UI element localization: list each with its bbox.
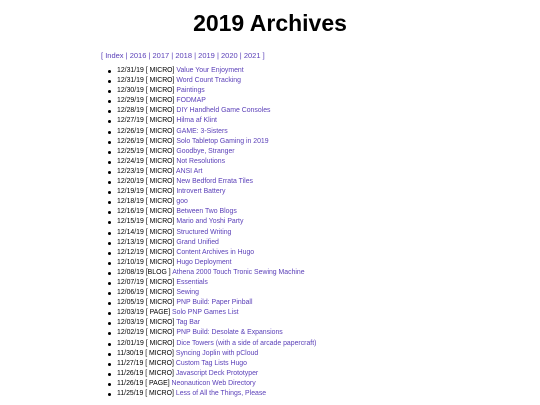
post-link[interactable]: Custom Tag Lists Hugo xyxy=(175,359,247,367)
bullet-icon xyxy=(108,131,111,134)
post-link[interactable]: goo xyxy=(176,198,188,206)
post-link[interactable]: New Bedford Errata Tiles xyxy=(176,178,253,186)
post-date-type: 12/30/19 [ MICRO] xyxy=(117,87,175,95)
list-item xyxy=(108,217,316,227)
bullet-icon xyxy=(108,353,111,356)
post-link[interactable]: Structured Writing xyxy=(176,228,232,236)
list-item xyxy=(108,389,316,399)
nav-separator: | xyxy=(148,51,151,60)
bullet-icon xyxy=(108,312,111,315)
list-item xyxy=(108,369,316,379)
post-date-type: 12/25/19 [ MICRO] xyxy=(117,147,175,155)
post-date-type: 12/02/19 [ MICRO] xyxy=(117,329,175,337)
bullet-icon xyxy=(108,272,111,275)
post-link[interactable]: Hugo Deployment xyxy=(176,258,232,266)
post-link[interactable]: Content Archives in Hugo xyxy=(176,248,255,256)
post-link[interactable]: Tag Bar xyxy=(176,319,200,327)
post-link[interactable]: Hilma af Klint xyxy=(176,117,217,125)
list-item xyxy=(108,248,316,258)
post-link[interactable]: PNP Build: Desolate & Expansions xyxy=(176,329,283,337)
bullet-icon xyxy=(108,292,111,295)
bullet-icon xyxy=(108,383,111,386)
post-link[interactable]: Introvert Battery xyxy=(176,188,226,196)
post-link[interactable]: Less of All the Things, Please xyxy=(175,390,267,397)
year-link-2021[interactable]: 2021 xyxy=(243,51,261,60)
post-date-type: 12/07/19 [ MICRO] xyxy=(117,278,175,286)
nav-close-bracket: ] xyxy=(262,51,265,60)
year-link-2017[interactable]: 2017 xyxy=(152,51,170,60)
post-date-type: 12/15/19 [ MICRO] xyxy=(117,218,175,226)
year-link-index[interactable]: Index xyxy=(105,51,124,60)
bullet-icon xyxy=(108,110,111,113)
post-date-type: 12/26/19 [ MICRO] xyxy=(117,137,175,145)
list-item xyxy=(108,207,316,217)
bullet-icon xyxy=(108,302,111,305)
post-date-type: 11/26/19 [ PAGE] xyxy=(117,379,170,387)
bullet-icon xyxy=(108,181,111,184)
post-date-type: 12/01/19 [ MICRO] xyxy=(117,339,175,347)
post-date-type: 12/06/19 [ MICRO] xyxy=(117,289,175,297)
list-item xyxy=(108,147,316,157)
year-navigation xyxy=(101,51,265,60)
bullet-icon xyxy=(108,343,111,346)
post-date-type: 12/03/19 [ MICRO] xyxy=(117,319,175,327)
bullet-icon xyxy=(108,322,111,325)
post-link[interactable]: Not Resolutions xyxy=(176,157,226,165)
post-link[interactable]: Athena 2000 Touch Tronic Sewing Machine xyxy=(172,268,305,276)
bullet-icon xyxy=(108,141,111,144)
list-item xyxy=(108,137,316,147)
post-link[interactable]: Sewing xyxy=(176,289,199,297)
list-item xyxy=(108,379,316,389)
post-link[interactable]: Dice Towers (with a side of arcade papercraft) xyxy=(176,339,317,347)
post-date-type: 11/30/19 [ MICRO] xyxy=(117,349,174,357)
list-item xyxy=(108,116,316,126)
list-item xyxy=(108,96,316,106)
post-date-type: 12/24/19 [ MICRO] xyxy=(117,157,175,165)
post-date-type: 12/28/19 [ MICRO] xyxy=(117,107,175,115)
post-date-type: 12/31/19 [ MICRO] xyxy=(117,77,175,85)
bullet-icon xyxy=(108,332,111,335)
bullet-icon xyxy=(108,262,111,265)
list-item xyxy=(108,328,316,338)
nav-separator: | xyxy=(171,51,174,60)
post-date-type: 12/05/19 [ MICRO] xyxy=(117,299,175,307)
list-item xyxy=(108,197,316,207)
bullet-icon xyxy=(108,151,111,154)
year-link-2016[interactable]: 2016 xyxy=(129,51,147,60)
list-item xyxy=(108,106,316,116)
post-date-type: 12/14/19 [ MICRO] xyxy=(117,228,175,236)
post-link[interactable]: DIY Handheld Game Consoles xyxy=(176,107,271,115)
list-item xyxy=(108,359,316,369)
post-date-type: 11/26/19 [ MICRO] xyxy=(117,369,174,377)
post-date-type: 12/19/19 [ MICRO] xyxy=(117,188,175,196)
post-date-type: 12/29/19 [ MICRO] xyxy=(117,97,175,105)
post-link[interactable]: Value Your Enjoyment xyxy=(176,67,244,74)
post-link[interactable]: Neonauticon Web Directory xyxy=(171,379,256,387)
list-item xyxy=(108,157,316,167)
list-item xyxy=(108,318,316,328)
year-link-2019[interactable]: 2019 xyxy=(198,51,215,60)
post-link[interactable]: Syncing Joplin with pCloud xyxy=(175,349,259,357)
list-item xyxy=(108,298,316,308)
bullet-icon xyxy=(108,201,111,204)
year-link-2020[interactable]: 2020 xyxy=(221,51,238,60)
post-link[interactable]: Mario and Yoshi Party xyxy=(176,218,244,226)
post-date-type: 12/13/19 [ MICRO] xyxy=(117,238,175,246)
list-item xyxy=(108,86,316,96)
post-date-type: 12/23/19 [ MICRO] xyxy=(117,167,175,175)
bullet-icon xyxy=(108,221,111,224)
list-item xyxy=(108,187,316,197)
bullet-icon xyxy=(108,211,111,214)
bullet-icon xyxy=(108,100,111,103)
post-date-type: 12/20/19 [ MICRO] xyxy=(117,178,175,186)
post-list xyxy=(108,66,316,399)
nav-separator: | xyxy=(194,51,197,60)
list-item xyxy=(108,238,316,248)
post-link[interactable]: Between Two Blogs xyxy=(176,208,237,216)
bullet-icon xyxy=(108,373,111,376)
nav-open-bracket: [ xyxy=(101,51,104,60)
post-link[interactable]: FODMAP xyxy=(176,97,206,105)
list-item xyxy=(108,66,316,76)
post-date-type: 12/26/19 [ MICRO] xyxy=(117,127,175,135)
post-link[interactable]: GAME: 3-Sisters xyxy=(176,127,228,135)
post-link[interactable]: PNP Build: Paper Pinball xyxy=(176,299,253,307)
list-item xyxy=(108,228,316,238)
bullet-icon xyxy=(108,70,111,73)
bullet-icon xyxy=(108,282,111,285)
post-link[interactable]: Javascript Deck Prototyper xyxy=(175,369,259,377)
list-item xyxy=(108,127,316,137)
list-item xyxy=(108,349,316,359)
list-item xyxy=(108,177,316,187)
nav-separator: | xyxy=(216,51,219,60)
post-date-type: 12/27/19 [ MICRO] xyxy=(117,117,175,125)
nav-separator: | xyxy=(125,51,128,60)
post-link[interactable]: Solo Tabletop Gaming in 2019 xyxy=(176,137,269,145)
list-item xyxy=(108,339,316,349)
post-link[interactable]: Goodbye, Stranger xyxy=(176,147,235,155)
list-item xyxy=(108,258,316,268)
post-link[interactable]: Grand Unified xyxy=(176,238,219,246)
post-date-type: 12/10/19 [ MICRO] xyxy=(117,258,175,266)
post-date-type: 11/25/19 [ MICRO] xyxy=(117,390,174,397)
bullet-icon xyxy=(108,80,111,83)
bullet-icon xyxy=(108,232,111,235)
post-link[interactable]: Word Count Tracking xyxy=(176,77,241,85)
post-link[interactable]: Paintings xyxy=(176,87,205,95)
list-item xyxy=(108,278,316,288)
post-date-type: 12/03/19 [ PAGE] xyxy=(117,309,171,317)
post-date-type: 12/16/19 [ MICRO] xyxy=(117,208,175,216)
post-link[interactable]: Essentials xyxy=(176,278,208,286)
nav-separator: | xyxy=(239,51,242,60)
bullet-icon xyxy=(108,191,111,194)
page-title: 2019 Archives xyxy=(193,10,347,36)
bullet-icon xyxy=(108,120,111,123)
list-item xyxy=(108,167,316,177)
post-link[interactable]: Solo PNP Games List xyxy=(172,309,239,317)
bullet-icon xyxy=(108,252,111,255)
list-item xyxy=(108,268,316,278)
bullet-icon xyxy=(108,171,111,174)
post-date-type: 12/18/19 [ MICRO] xyxy=(117,198,175,206)
bullet-icon xyxy=(108,161,111,164)
year-link-2018[interactable]: 2018 xyxy=(175,51,193,60)
post-date-type: 11/27/19 [ MICRO] xyxy=(117,359,174,367)
post-date-type: 12/12/19 [ MICRO] xyxy=(117,248,175,256)
list-item xyxy=(108,76,316,86)
bullet-icon xyxy=(108,393,111,396)
bullet-icon xyxy=(108,242,111,245)
bullet-icon xyxy=(108,363,111,366)
post-date-type: 12/08/19 [BLOG ] xyxy=(117,268,171,276)
post-link[interactable]: ANSI Art xyxy=(176,167,203,175)
bullet-icon xyxy=(108,90,111,93)
list-item xyxy=(108,308,316,318)
post-date-type: 12/31/19 [ MICRO] xyxy=(117,67,175,74)
list-item xyxy=(108,288,316,298)
